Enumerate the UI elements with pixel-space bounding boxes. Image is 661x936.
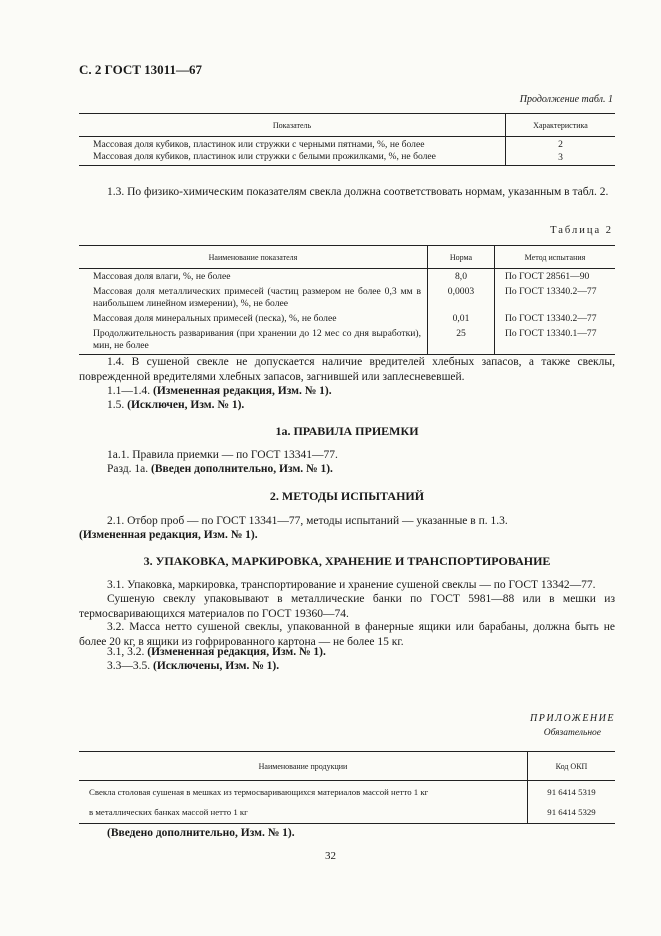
table3-cell: 91 6414 5329 (547, 807, 596, 817)
table3-header-code: Код ОКП (555, 761, 588, 771)
table-row (79, 151, 615, 166)
table-row (79, 325, 615, 355)
note-prefix: 3.3—3.5. (107, 660, 151, 672)
table1-header-indicator: Показатель (79, 114, 506, 137)
table2-header-name: Наименование показателя (79, 246, 428, 269)
table2-cell: По ГОСТ 28561—90 (505, 271, 590, 282)
amendment-note: (Измененная редакция, Изм. № 1). (79, 529, 258, 541)
amendment-note (79, 384, 615, 399)
table2-cell: Массовая доля металлических примесей (частиц размером не более 0,3 мм в наибольшем линейном измерении), %, не более (79, 283, 428, 310)
paragraph-1a-1: 1а.1. Правила приемки — по ГОСТ 13341—77. (107, 449, 338, 461)
table-row (79, 283, 615, 310)
table2-header-method: Метод испытания (524, 252, 586, 262)
page-header: С. 2 ГОСТ 13011—67 (79, 62, 202, 77)
table2-cell: 0,0003 (428, 283, 495, 310)
table2-cell: Массовая доля влаги, %, не более (79, 269, 428, 284)
amendment-note (79, 645, 615, 660)
table1-cell: Массовая доля кубиков, пластинок или стружки с черными пятнами, %, не более (79, 137, 506, 152)
table-row (79, 310, 615, 325)
amendment-note: (Введено дополнительно, Изм. № 1). (107, 827, 295, 839)
paragraph-3-1b: Сушеную свеклу упаковывают в металлические банки по ГОСТ 5981—88 или в мешки из термосваривающихся материалов по ГОСТ 19360—74. (79, 593, 615, 620)
paragraph-3-1: 3.1. Упаковка, маркировка, транспортирование и хранение сушеной свеклы — по ГОСТ 13342—77. (107, 579, 596, 591)
table-row (79, 781, 615, 802)
table-row (79, 801, 615, 824)
table3-header-product: Наименование продукции (79, 752, 528, 781)
appendix-title: ПРИЛОЖЕНИЕ (530, 713, 615, 724)
table1-caption: Продолжение табл. 1 (519, 94, 613, 105)
table2-cell: 25 (428, 325, 495, 355)
table-row (79, 269, 615, 284)
note-bold: (Исключены, Изм. № 1). (153, 660, 280, 672)
table1-header-value: Характеристика (533, 120, 588, 130)
table-row (79, 137, 615, 152)
table2-header-norm: Норма (428, 246, 495, 269)
table3-cell: в металлических банках массой нетто 1 кг (79, 801, 528, 824)
note-prefix: Разд. 1а. (107, 463, 149, 475)
amendment-note (79, 462, 615, 477)
note-prefix: 1.1—1.4. (107, 385, 151, 397)
paragraph-1-3: 1.3. По физико-химическим показателям свекла должна соответствовать нормам, указанным в табл. 2. (107, 186, 609, 198)
note-prefix: 1.5. (107, 399, 125, 411)
note-bold: (Введен дополнительно, Изм. № 1). (151, 463, 333, 475)
paragraph-3-2: 3.2. Масса нетто сушеной свеклы, упакованной в фанерные ящики или барабаны, должна быть не более 20 кг, в ящики из гофрированного картона — не более 15 кг. (79, 621, 615, 648)
table2-cell: По ГОСТ 13340.2—77 (505, 313, 597, 324)
table2-caption: Таблица 2 (550, 225, 613, 236)
table1-cell: Массовая доля кубиков, пластинок или стружки с белыми прожилками, %, не более (79, 151, 506, 166)
note-bold: (Исключен, Изм. № 1). (127, 399, 245, 411)
note-bold: (Измененная редакция, Изм. № 1). (153, 385, 332, 397)
note-bold: (Измененная редакция, Изм. № 1). (147, 646, 326, 658)
table2-cell: 8,0 (428, 269, 495, 284)
table3 (79, 751, 615, 824)
amendment-note (79, 398, 615, 413)
table2-cell: По ГОСТ 13340.2—77 (505, 286, 597, 297)
table2 (79, 245, 615, 355)
page-number: 32 (325, 850, 336, 862)
note-prefix: 3.1, 3.2. (107, 646, 145, 658)
paragraph-2-1: 2.1. Отбор проб — по ГОСТ 13341—77, методы испытаний — указанные в п. 1.3. (107, 515, 508, 527)
section-1a-title: 1а. ПРАВИЛА ПРИЕМКИ (275, 424, 419, 438)
table1-cell: 2 (558, 139, 563, 150)
table3-cell: Свекла столовая сушеная в мешках из термосваривающихся материалов массой нетто 1 кг (79, 781, 528, 802)
section-3-title: 3. УПАКОВКА, МАРКИРОВКА, ХРАНЕНИЕ И ТРАНСПОРТИРОВАНИЕ (143, 554, 551, 568)
table3-cell: 91 6414 5319 (547, 787, 596, 797)
table1 (79, 113, 615, 166)
appendix-subtitle: Обязательное (543, 728, 601, 738)
section-2-title: 2. МЕТОДЫ ИСПЫТАНИЙ (269, 489, 425, 503)
table2-cell: По ГОСТ 13340.1—77 (505, 328, 597, 339)
table2-cell: Продолжительность разваривания (при хранении до 12 мес со дня выработки), мин, не более (79, 325, 428, 355)
amendment-note (79, 659, 615, 674)
paragraph-1-4: 1.4. В сушеной свекле не допускается наличие вредителей хлебных запасов, а также свеклы, поврежденной вредителями хлебных запасов, загнившей или заплесневевшей. (79, 356, 615, 383)
table2-cell: Массовая доля минеральных примесей (песка), %, не более (79, 310, 428, 325)
table1-cell: 3 (558, 152, 563, 163)
table2-cell: 0,01 (428, 310, 495, 325)
